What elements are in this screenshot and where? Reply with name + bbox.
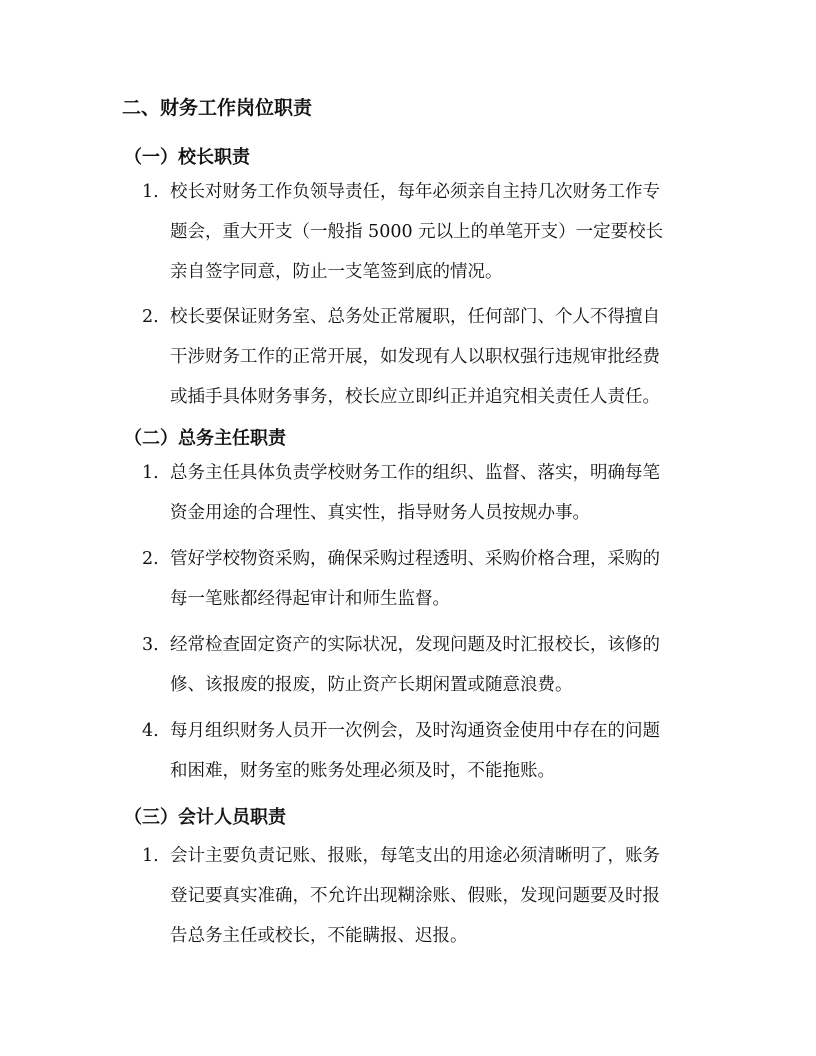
item-text-line: 登记要真实准确，不允许出现糊涂账、假账，发现问题要及时报 <box>170 886 660 906</box>
item-text-line: 或插手具体财务事务，校长应立即纠正并追究相关责任人责任。 <box>170 387 660 407</box>
page-heading: 二、财务工作岗位职责 <box>122 97 313 119</box>
item-text-line: 每月组织财务人员开一次例会，及时沟通资金使用中存在的问题 <box>170 721 660 741</box>
item-text-line: 干涉财务工作的正常开展，如发现有人以职权强行违规审批经费 <box>170 347 660 367</box>
item-text-line: 资金用途的合理性、真实性，指导财务人员按规办事。 <box>170 503 590 523</box>
item-text-line: 告总务主任或校长，不能瞒报、迟报。 <box>170 926 468 946</box>
list-item <box>142 836 694 956</box>
list-item <box>142 297 694 417</box>
item-text-line: 管好学校物资采购，确保采购过程透明、采购价格合理，采购的 <box>170 549 660 569</box>
section-title: （二）总务主任职责 <box>124 428 286 449</box>
item-number: 1. <box>142 182 159 202</box>
item-text-line: 修、该报废的报废，防止资产长期闲置或随意浪费。 <box>170 675 573 695</box>
item-number: 2. <box>142 307 159 327</box>
list-item <box>142 625 694 705</box>
list-item <box>142 172 694 292</box>
item-text-line: 亲自签字同意，防止一支笔签到底的情况。 <box>170 262 503 282</box>
section-title: （一）校长职责 <box>124 147 250 168</box>
item-text-line: 校长对财务工作负领导责任，每年必须亲自主持几次财务工作专 <box>170 182 660 202</box>
list-item <box>142 711 694 791</box>
item-number: 2. <box>142 549 159 569</box>
item-number: 1. <box>142 846 159 866</box>
item-text-line: 题会，重大开支（一般指 5000 元以上的单笔开支）一定要校长 <box>170 222 664 242</box>
item-text-line: 会计主要负责记账、报账，每笔支出的用途必须清晰明了，账务 <box>170 846 660 866</box>
item-text-line: 和困难，财务室的账务处理必须及时，不能拖账。 <box>170 761 555 781</box>
item-text-line: 每一笔账都经得起审计和师生监督。 <box>170 589 450 609</box>
list-item <box>142 539 694 619</box>
item-text-line: 经常检查固定资产的实际状况，发现问题及时汇报校长，该修的 <box>170 635 660 655</box>
item-number: 4. <box>142 721 159 741</box>
list-item <box>142 453 694 533</box>
section-title: （三）会计人员职责 <box>124 807 286 828</box>
item-number: 1. <box>142 463 159 483</box>
item-number: 3. <box>142 635 159 655</box>
item-text-line: 总务主任具体负责学校财务工作的组织、监督、落实，明确每笔 <box>170 463 660 483</box>
item-text-line: 校长要保证财务室、总务处正常履职，任何部门、个人不得擅自 <box>170 307 660 327</box>
